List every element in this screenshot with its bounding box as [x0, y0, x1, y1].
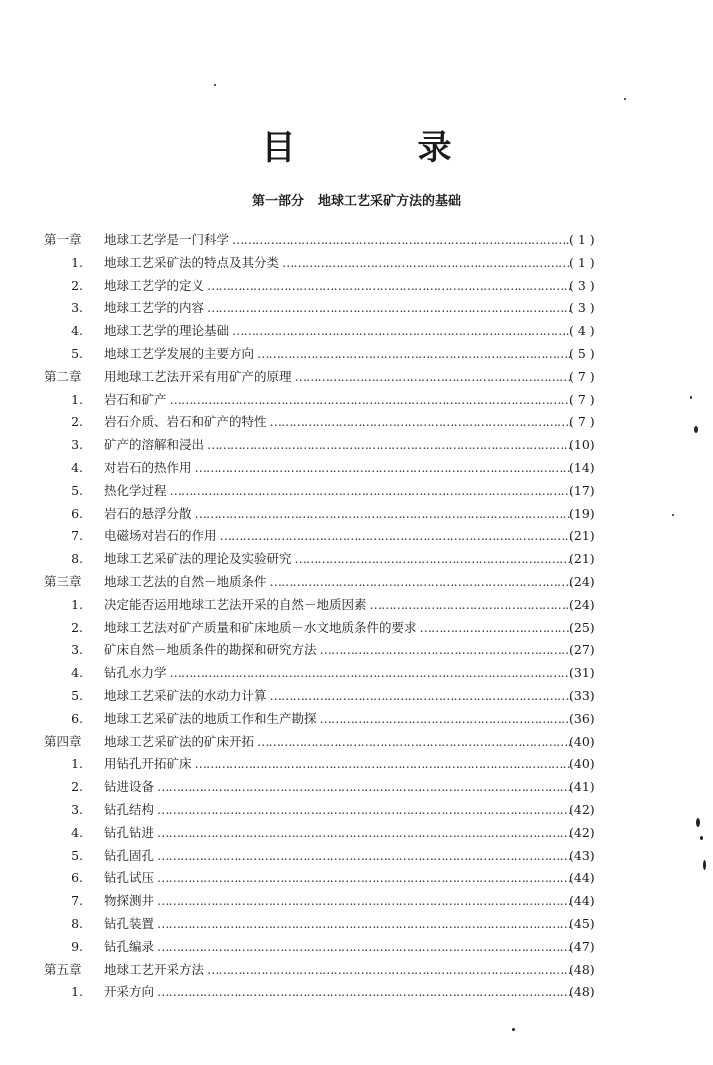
toc-chapter-row — [0, 229, 713, 252]
toc-section-row — [0, 845, 713, 868]
toc-entry-number: 2. — [71, 277, 83, 293]
toc-entry-page: ( 7 ) — [569, 368, 595, 384]
toc-section-row — [0, 480, 713, 503]
toc-entry-title: 地球工艺采矿法的地质工作和生产勘探 ……………………………………………………………………………………………………………………………………………………………………………… — [104, 708, 571, 731]
toc-entry-title: 用地球工艺法开采有用矿产的原理 ……………………………………………………………………………………………………………………………………………………………………………… — [104, 366, 571, 389]
toc-entry-number: 1. — [71, 596, 83, 612]
toc-entry-number: 3. — [71, 642, 83, 658]
toc-section-row — [0, 867, 713, 890]
toc-title: 目 录 — [261, 128, 496, 168]
toc-entry-page: (24) — [569, 573, 595, 589]
toc-entry-title: 钻孔固孔 ……………………………………………………………………………………………………………………………………………………………………………… — [104, 845, 571, 868]
toc-entry-title: 地球工艺法对矿产质量和矿床地质－水文地质条件的要求 ……………………………………………………………………………………………………………………………………………………………………………… — [104, 617, 571, 640]
toc-chapter-row — [0, 959, 713, 982]
toc-entry-title: 地球工艺学发展的主要方向 ……………………………………………………………………………………………………………………………………………………………………………… — [104, 343, 571, 366]
toc-entry-number: 3. — [71, 801, 83, 817]
scan-speck — [690, 396, 692, 399]
toc-entry-title: 地球工艺学的内容 ……………………………………………………………………………………………………………………………………………………………………………… — [104, 297, 571, 320]
toc-section-row — [0, 753, 713, 776]
toc-entry-number: 5. — [71, 482, 83, 498]
toc-section-row — [0, 708, 713, 731]
toc-section-row — [0, 639, 713, 662]
toc-entry-page: (42) — [569, 801, 595, 817]
toc-entry-page: ( 1 ) — [569, 254, 595, 270]
toc-entry-title: 岩石和矿产 ……………………………………………………………………………………………………………………………………………………………………………… — [104, 389, 571, 412]
scan-speck — [214, 84, 216, 86]
toc-entry-title: 地球工艺采矿法的矿床开拓 ……………………………………………………………………………………………………………………………………………………………………………… — [104, 731, 571, 754]
scan-speck — [696, 818, 700, 827]
toc-section-row — [0, 548, 713, 571]
toc-entry-page: ( 1 ) — [569, 232, 595, 247]
scan-speck — [672, 514, 674, 516]
toc-entry-page: (40) — [569, 756, 595, 772]
toc-entry-title: 决定能否运用地球工艺法开采的自然－地质因素 ……………………………………………………………………………………………………………………………………………………………………………… — [104, 594, 571, 617]
toc-chapter-row — [0, 571, 713, 594]
toc-entry-title: 矿产的溶解和浸出 ……………………………………………………………………………………………………………………………………………………………………………… — [104, 434, 571, 457]
part-name: 地球工艺采矿方法的基础 — [318, 194, 462, 209]
toc-entry-title: 岩石介质、岩石和矿产的特性 ……………………………………………………………………………………………………………………………………………………………………………… — [104, 411, 571, 434]
toc-entry-number: 6. — [71, 870, 83, 886]
toc-section-row — [0, 389, 713, 412]
toc-entry-number: 7. — [71, 528, 83, 544]
toc-section-row — [0, 275, 713, 298]
toc-entry-number: 4. — [71, 459, 83, 475]
toc-entry-title: 地球工艺学的理论基础 ……………………………………………………………………………………………………………………………………………………………………………… — [104, 320, 571, 343]
toc-entry-number: 5. — [71, 687, 83, 703]
toc-entry-page: (44) — [569, 870, 595, 886]
toc-entry-page: (17) — [569, 482, 595, 498]
scan-speck — [512, 1028, 515, 1031]
scan-speck — [700, 836, 703, 840]
toc-entry-number: 6. — [71, 710, 83, 726]
toc-entry-page: (44) — [569, 893, 595, 909]
toc-entry-page: ( 4 ) — [569, 323, 595, 339]
toc-entry-title: 钻孔水力学 ……………………………………………………………………………………………………………………………………………………………………………… — [104, 662, 571, 685]
scan-speck — [694, 426, 698, 433]
toc-entry-page: (47) — [569, 938, 595, 954]
toc-section-row — [0, 890, 713, 913]
toc-entry-page: (45) — [569, 915, 595, 931]
toc-entry-number: 5. — [71, 847, 83, 863]
toc-section-row — [0, 320, 713, 343]
toc-entry-title: 开采方向 ……………………………………………………………………………………………………………………………………………………………………………… — [104, 981, 571, 1004]
toc-entry-page: (14) — [569, 459, 595, 475]
toc-section-row — [0, 913, 713, 936]
scan-speck — [624, 98, 626, 100]
toc-entry-page: ( 7 ) — [569, 391, 595, 407]
toc-entry-title: 钻进设备 ……………………………………………………………………………………………………………………………………………………………………………… — [104, 776, 571, 799]
toc-entry-title: 地球工艺法的自然－地质条件 ……………………………………………………………………………………………………………………………………………………………………………… — [104, 571, 571, 594]
toc-entry-number: 4. — [71, 323, 83, 339]
toc-entry-title: 岩石的悬浮分散 ……………………………………………………………………………………………………………………………………………………………………………… — [104, 503, 571, 526]
toc-entry-number: 第二章 — [44, 368, 82, 384]
toc-section-row — [0, 503, 713, 526]
toc-entry-page: (24) — [569, 596, 595, 612]
toc-entry-page: (43) — [569, 847, 595, 863]
toc-entry-page: (33) — [569, 687, 595, 703]
toc-entry-page: (48) — [569, 961, 595, 977]
toc-entry-title: 地球工艺采矿法的理论及实验研究 ……………………………………………………………………………………………………………………………………………………………………………… — [104, 548, 571, 571]
toc-entry-number: 第四章 — [44, 733, 82, 749]
part-heading — [0, 190, 713, 209]
toc-entry-title: 地球工艺采矿法的特点及其分类 ……………………………………………………………………………………………………………………………………………………………………………… — [104, 252, 571, 275]
toc-section-row — [0, 297, 713, 320]
toc-entry-title: 地球工艺学的定义 ……………………………………………………………………………………………………………………………………………………………………………… — [104, 275, 571, 298]
toc-entry-number: 5. — [71, 345, 83, 361]
toc-entry-number: 4. — [71, 665, 83, 681]
toc-entry-page: (48) — [569, 984, 595, 1000]
toc-section-row — [0, 525, 713, 548]
toc-entry-title: 地球工艺学是一门科学 ……………………………………………………………………………………………………………………………………………………………………………… — [104, 229, 571, 252]
toc-entry-title: 钻孔编录 ……………………………………………………………………………………………………………………………………………………………………………… — [104, 936, 571, 959]
toc-entry-title: 对岩石的热作用 ……………………………………………………………………………………………………………………………………………………………………………… — [104, 457, 571, 480]
toc-entry-title: 钻孔试压 ……………………………………………………………………………………………………………………………………………………………………………… — [104, 867, 571, 890]
toc-entry-page: (36) — [569, 710, 595, 726]
toc-entry-title: 热化学过程 ……………………………………………………………………………………………………………………………………………………………………………… — [104, 480, 571, 503]
toc-entry-page: (40) — [569, 733, 595, 749]
toc-entry-page: (21) — [569, 528, 595, 544]
toc-entry-number: 3. — [71, 300, 83, 316]
toc-section-row — [0, 343, 713, 366]
toc-section-row — [0, 617, 713, 640]
toc-section-row — [0, 594, 713, 617]
scan-speck — [703, 860, 706, 870]
toc-entry-page: ( 7 ) — [569, 414, 595, 430]
toc-chapter-row — [0, 366, 713, 389]
toc-section-row — [0, 411, 713, 434]
toc-entry-page: ( 3 ) — [569, 300, 595, 316]
toc-entry-number: 9. — [71, 938, 83, 954]
toc-section-row — [0, 936, 713, 959]
toc-list — [0, 229, 713, 1004]
toc-section-row — [0, 776, 713, 799]
toc-entry-number: 6. — [71, 505, 83, 521]
toc-entry-page: (42) — [569, 824, 595, 840]
toc-section-row — [0, 457, 713, 480]
toc-entry-page: ( 3 ) — [569, 277, 595, 293]
toc-entry-number: 8. — [71, 551, 83, 567]
toc-entry-number: 2. — [71, 414, 83, 430]
toc-entry-page: (27) — [569, 642, 595, 658]
toc-entry-title: 用钻孔开拓矿床 ……………………………………………………………………………………………………………………………………………………………………………… — [104, 753, 571, 776]
toc-section-row — [0, 252, 713, 275]
toc-entry-number: 1. — [71, 254, 83, 270]
toc-entry-number: 7. — [71, 893, 83, 909]
part-number: 第一部分 — [251, 194, 304, 209]
toc-entry-number: 1. — [71, 756, 83, 772]
toc-entry-title: 钻孔装置 ……………………………………………………………………………………………………………………………………………………………………………… — [104, 913, 571, 936]
toc-entry-number: 4. — [71, 824, 83, 840]
toc-entry-page: (25) — [569, 619, 595, 635]
toc-entry-title: 钻孔结构 ……………………………………………………………………………………………………………………………………………………………………………… — [104, 799, 571, 822]
toc-entry-number: 1. — [71, 391, 83, 407]
toc-entry-number: 第三章 — [44, 573, 82, 589]
toc-entry-title: 电磁场对岩石的作用 ……………………………………………………………………………………………………………………………………………………………………………… — [104, 525, 571, 548]
toc-entry-page: (19) — [569, 505, 595, 521]
toc-entry-page: ( 5 ) — [569, 345, 595, 361]
toc-entry-number: 第五章 — [44, 961, 82, 977]
toc-entry-page: (31) — [569, 665, 595, 681]
toc-entry-number: 3. — [71, 437, 83, 453]
toc-entry-title: 地球工艺采矿法的水动力计算 ……………………………………………………………………………………………………………………………………………………………………………… — [104, 685, 571, 708]
toc-entry-number: 2. — [71, 779, 83, 795]
toc-entry-number: 1. — [71, 984, 83, 1000]
toc-section-row — [0, 685, 713, 708]
toc-chapter-row — [0, 731, 713, 754]
toc-section-row — [0, 981, 713, 1004]
toc-section-row — [0, 799, 713, 822]
toc-section-row — [0, 822, 713, 845]
toc-entry-number: 第一章 — [44, 232, 82, 247]
toc-entry-title: 地球工艺开采方法 ……………………………………………………………………………………………………………………………………………………………………………… — [104, 959, 571, 982]
toc-entry-page: (10) — [569, 437, 595, 453]
toc-entry-title: 矿床自然－地质条件的勘探和研究方法 ……………………………………………………………………………………………………………………………………………………………………………… — [104, 639, 571, 662]
toc-section-row — [0, 434, 713, 457]
toc-entry-number: 8. — [71, 915, 83, 931]
toc-entry-page: (41) — [569, 779, 595, 795]
toc-entry-title: 钻孔钻进 ……………………………………………………………………………………………………………………………………………………………………………… — [104, 822, 571, 845]
toc-entry-title: 物探测井 ……………………………………………………………………………………………………………………………………………………………………………… — [104, 890, 571, 913]
toc-section-row — [0, 662, 713, 685]
toc-entry-number: 2. — [71, 619, 83, 635]
toc-entry-page: (21) — [569, 551, 595, 567]
